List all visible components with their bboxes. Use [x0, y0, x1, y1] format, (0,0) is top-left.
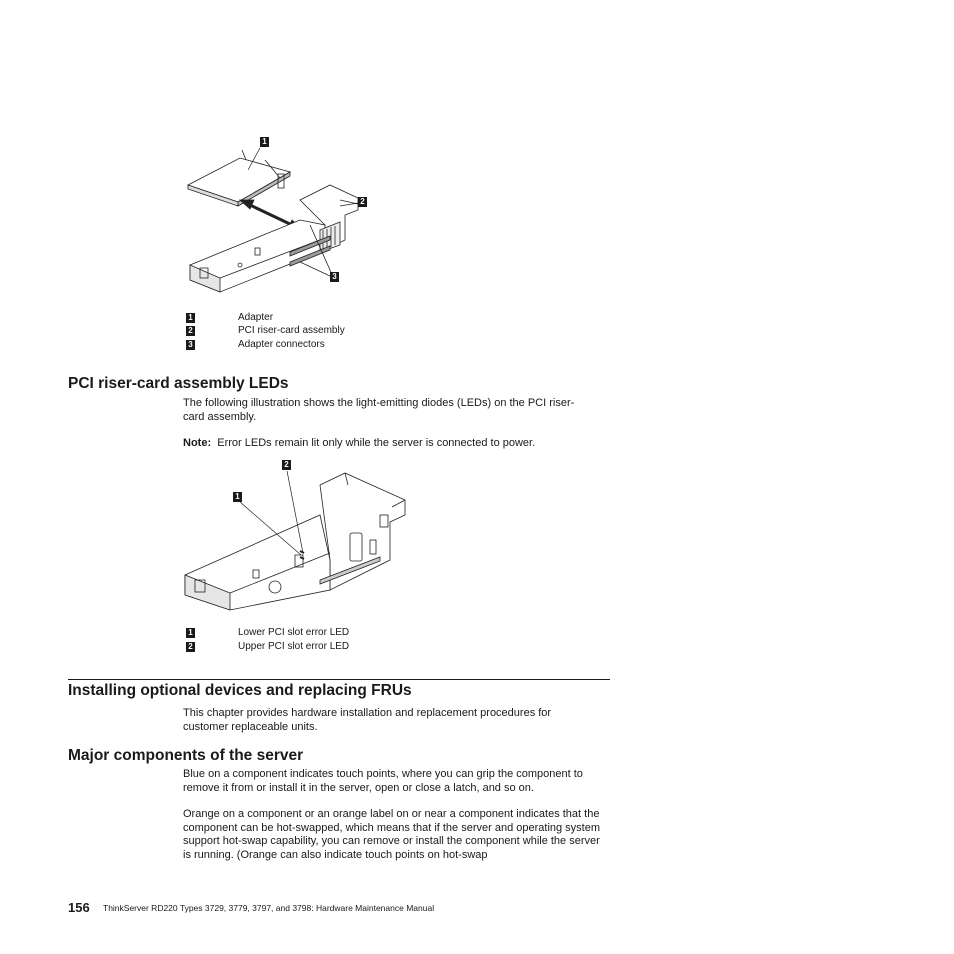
legend-label: Lower PCI slot error LED — [238, 627, 350, 638]
leds-note — [183, 437, 613, 451]
leds-intro-paragraph: The following illustration shows the light-emitting diodes (LEDs) on the PCI riser-card assembly. — [183, 397, 575, 423]
legend-number: 1 — [186, 313, 195, 323]
figure2-callout-1: 1 — [233, 492, 242, 502]
figure1-callout-3: 3 — [330, 272, 339, 282]
figure1-leader-lines — [240, 140, 370, 280]
section-heading-install: Installing optional devices and replacing FRUs — [68, 682, 412, 699]
page-number: 156 — [68, 900, 90, 915]
note-text: Error LEDs remain lit only while the server is connected to power. — [217, 437, 536, 449]
figure2-callout-2: 2 — [282, 460, 291, 470]
legend-number: 1 — [186, 628, 195, 638]
legend-label: Upper PCI slot error LED — [238, 641, 350, 652]
section-heading-major-components: Major components of the server — [68, 747, 304, 764]
legend-label: Adapter — [238, 312, 274, 323]
section-heading-leds: PCI riser-card assembly LEDs — [68, 375, 289, 392]
legend-number: 3 — [186, 340, 195, 350]
legend-label: Adapter connectors — [238, 339, 325, 350]
note-label: Note: — [183, 437, 212, 449]
install-paragraph: This chapter provides hardware installation and replacement procedures for customer replaceable units. — [183, 707, 552, 733]
major-paragraph-2: Orange on a component or an orange label on or near a component indicates that the component can be hot-swapped, which means that if the server and operating system support hot-swap capability, you can remove or install the component while the server is running. (Orange can also indicate touch points on hot-swap — [183, 808, 601, 861]
legend-number: 2 — [186, 326, 195, 336]
figure1-callout-1: 1 — [260, 137, 269, 147]
major-paragraph-1: Blue on a component indicates touch points, where you can grip the component to remove it from or install it in the server, open or close a latch, and so on. — [183, 768, 583, 794]
figure1-callout-2: 2 — [358, 197, 367, 207]
figure2-leader-lines — [235, 465, 315, 560]
section-divider — [68, 679, 610, 680]
legend-number: 2 — [186, 642, 195, 652]
legend-label: PCI riser-card assembly — [238, 325, 345, 336]
footer-title: ThinkServer RD220 Types 3729, 3779, 3797, and 3798: Hardware Maintenance Manual — [103, 903, 435, 913]
